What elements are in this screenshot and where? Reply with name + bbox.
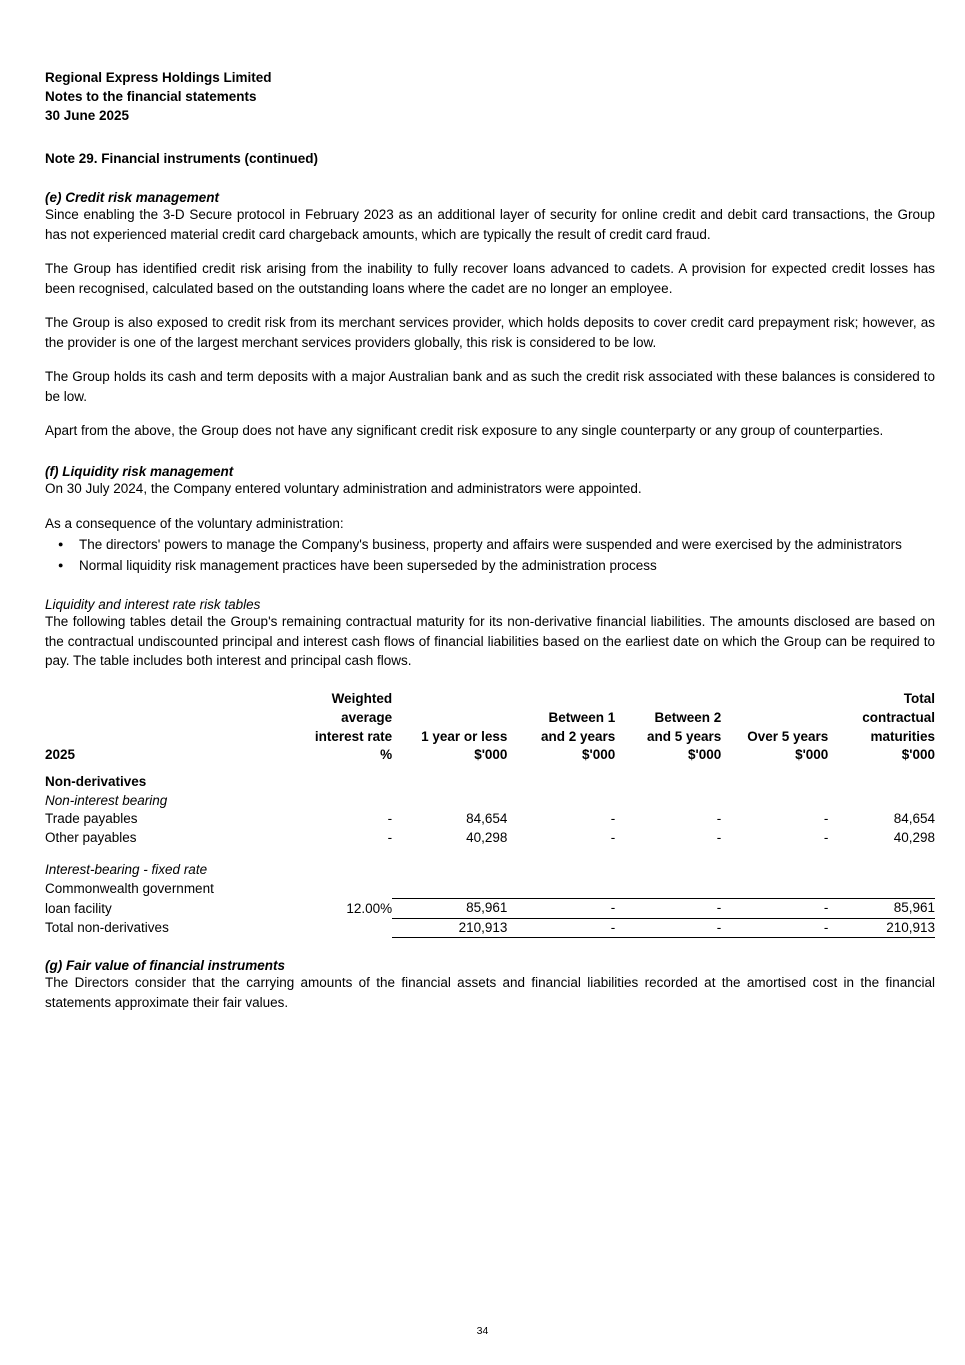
credit-risk-paragraph-3: The Group is also exposed to credit risk from its merchant services provider, which holds deposits to cover credit card prepayment risk; however, as the provider is one of the largest merchant services providers globally, this risk is considered to be low.	[45, 315, 935, 350]
col-header-between1-l3: Between 1	[548, 710, 616, 726]
credit-risk-paragraph-1: Since enabling the 3-D Secure protocol in February 2023 as an additional layer of security for online credit and debit card transactions, the Group has not experienced material credit card chargeback amounts, which are typically the result of credit card fraud.	[45, 207, 935, 242]
row-label-non-derivatives: Non-derivatives	[45, 773, 147, 789]
table-row-group-heading	[45, 773, 935, 792]
table-spacer-row	[45, 765, 935, 773]
fair-value-paragraph: The Directors consider that the carrying amounts of the financial assets and financial liabilities recorded at the amortised cost in the financial statements approximate their fair values.	[45, 975, 935, 1010]
table-row	[45, 810, 935, 829]
col-header-interest-rate: interest rate	[314, 728, 393, 744]
reporting-period: 30 June 2025	[45, 108, 130, 124]
cell-other-payables-rate: -	[387, 829, 393, 845]
document-header	[45, 68, 935, 125]
cell-trade-payables-over5: -	[823, 811, 829, 827]
table-row-total	[45, 918, 935, 938]
table-row	[45, 829, 935, 848]
table-corner-blank	[45, 690, 289, 709]
cell-loan-over5: -	[721, 899, 828, 919]
credit-risk-paragraph-5: Apart from the above, the Group does not have any significant credit risk exposure to any single counterparty or any group of counterparties.	[45, 422, 884, 438]
col-header-over5-l3	[721, 709, 828, 728]
cell-trade-payables-2to5: -	[716, 811, 722, 827]
cell-loan-1to2: -	[507, 899, 615, 919]
col-header-between2-units: $'000	[687, 747, 722, 763]
cell-trade-payables-total: 84,654	[893, 811, 935, 827]
company-name: Regional Express Holdings Limited	[45, 70, 272, 85]
list-item: ● Normal liquidity risk management practices have been superseded by the administration process	[79, 556, 935, 575]
cell-other-payables-1year: 40,298	[466, 829, 508, 845]
row-label-total-non-derivatives: Total non-derivatives	[45, 920, 169, 936]
cell-other-payables-total: 40,298	[893, 829, 935, 845]
table-year-label: 2025	[45, 747, 76, 763]
col-header-between1-l4: and 2 years	[541, 728, 616, 744]
subsection-heading-liquidity-tables: Liquidity and interest rate risk tables	[45, 597, 261, 613]
col-header-weighted: Weighted	[331, 691, 393, 707]
liquidity-tables-intro: The following tables detail the Group's remaining contractual maturity for its non-derivative financial liabilities. The amounts disclosed are based on the contractual undiscounted principal and interest cash flows of financial liabilities based on the earliest date on which the Group can be required to pay. The table includes both interest and principal cash flows.	[45, 614, 935, 669]
section-heading-liquidity-risk: (f) Liquidity risk management	[45, 464, 234, 480]
cell-trade-payables-1to2: -	[610, 811, 616, 827]
row-label-non-interest-bearing: Non-interest bearing	[45, 792, 168, 808]
col-header-percent: %	[380, 747, 393, 763]
col-header-over5-l2	[721, 690, 828, 709]
col-header-1year-l4: 1 year or less	[421, 728, 508, 744]
cell-loan-2to5: -	[615, 899, 721, 919]
document-title: Notes to the financial statements	[45, 89, 257, 105]
col-header-over5-units: $'000	[795, 747, 829, 763]
table-row-subgroup-2	[45, 861, 935, 880]
table-blank-2	[45, 709, 289, 728]
cell-loan-rate: 12.00%	[346, 900, 393, 916]
list-item: ● The directors' powers to manage the Company's business, property and affairs were suspended and were exercised by the administrators	[79, 535, 935, 554]
credit-risk-paragraph-2: The Group has identified credit risk arising from the inability to fully recover loans advanced to cadets. A provision for expected credit losses has been recognised, calculated based on the outstanding loans where the cadet are no longer an employee.	[45, 261, 935, 296]
row-label-commonwealth-loan-line1: Commonwealth government	[45, 881, 214, 897]
col-header-average: average	[341, 710, 393, 726]
table-row-loan-label	[45, 880, 935, 899]
col-header-1year-l3	[392, 709, 507, 728]
section-heading-credit-risk: (e) Credit risk management	[45, 190, 220, 206]
cell-total-1year: 210,913	[392, 918, 507, 938]
row-label-other-payables: Other payables	[45, 829, 137, 845]
col-header-1year-units: $'000	[474, 747, 508, 763]
cell-total-2to5: -	[615, 918, 721, 938]
cell-other-payables-1to2: -	[610, 829, 616, 845]
cell-loan-total: 85,961	[828, 899, 935, 919]
liquidity-risk-bullet-list	[45, 535, 935, 575]
col-header-between2-l4: and 5 years	[646, 728, 722, 744]
cell-other-payables-2to5: -	[716, 829, 722, 845]
credit-risk-paragraph-4: The Group holds its cash and term deposits with a major Australian bank and as such the credit risk associated with these balances is considered to be low.	[45, 369, 935, 404]
col-header-total-units: $'000	[901, 747, 935, 763]
col-header-between1-l2	[507, 690, 615, 709]
row-label-interest-bearing-fixed: Interest-bearing - fixed rate	[45, 862, 208, 878]
col-header-between2-l3: Between 2	[654, 710, 722, 726]
cell-loan-1year: 85,961	[392, 899, 507, 919]
note-title: Note 29. Financial instruments (continued)	[45, 151, 319, 167]
page-number: 34	[476, 1325, 489, 1337]
liquidity-risk-intro: On 30 July 2024, the Company entered voluntary administration and administrators were appointed.	[45, 481, 642, 497]
table-spacer-row	[45, 847, 935, 861]
cell-total-over5: -	[721, 918, 828, 938]
cell-total-1to2: -	[507, 918, 615, 938]
cell-total-total: 210,913	[828, 918, 935, 938]
cell-trade-payables-rate: -	[387, 811, 393, 827]
col-header-between1-units: $'000	[582, 747, 616, 763]
section-heading-fair-value: (g) Fair value of financial instruments	[45, 958, 286, 974]
row-label-trade-payables: Trade payables	[45, 811, 138, 827]
col-header-over5-l4: Over 5 years	[747, 728, 829, 744]
col-header-total-l1: Total	[903, 691, 935, 707]
col-header-1year-l2	[392, 690, 507, 709]
cell-total-rate	[289, 918, 392, 938]
col-header-between2-l2	[615, 690, 721, 709]
row-label-commonwealth-loan-line2: loan facility	[45, 900, 112, 916]
table-row-subgroup-1	[45, 792, 935, 811]
table-row	[45, 899, 935, 919]
table-blank-3	[45, 728, 289, 747]
col-header-total-l3: maturities	[870, 728, 935, 744]
col-header-total-l2: contractual	[862, 710, 935, 726]
maturity-table	[45, 690, 935, 938]
liquidity-risk-consequence-lead: As a consequence of the voluntary administration:	[45, 515, 344, 531]
cell-trade-payables-1year: 84,654	[466, 811, 508, 827]
cell-other-payables-over5: -	[823, 829, 829, 845]
